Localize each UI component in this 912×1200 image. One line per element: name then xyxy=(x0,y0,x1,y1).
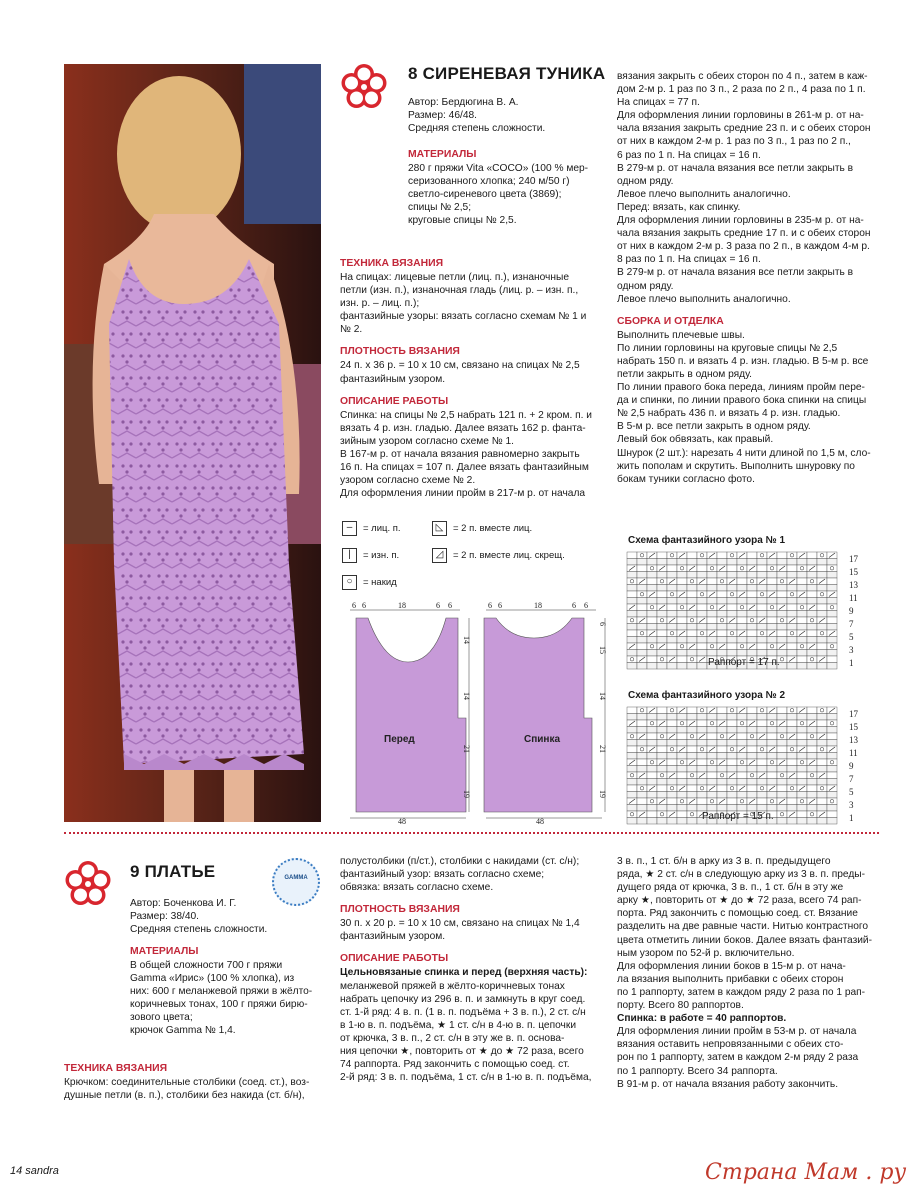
dim-top: 6 xyxy=(498,601,502,610)
dim-top: 6 xyxy=(362,601,366,610)
article8-technique-line: № 2. xyxy=(340,324,363,336)
row-number: 15 xyxy=(849,567,858,577)
text-line: дущего ряда от крючка, 3 в. п., 1 ст. б/н в эту же xyxy=(617,882,844,894)
article9-author: Автор: Боченкова И. Г. xyxy=(130,898,237,909)
dim-side: 21 xyxy=(462,745,471,753)
article8-work-line: вязать 4 р. изн. гладью. Далее вязать 162 р. фанта- xyxy=(340,422,586,434)
text-line: душные петли (в. п.), столбики без накида (ст. б/н), xyxy=(64,1090,305,1102)
text-line: ния цепочки ★, повторить от ★ до ★ 72 раза, всего xyxy=(340,1046,584,1058)
row-number: 7 xyxy=(849,774,854,784)
text-line: 8 раз по 1 п. На спицах = 16 п. xyxy=(617,254,761,266)
article8-work-line: зийным узором согласно схеме № 1. xyxy=(340,435,515,447)
article9-density-heading: ПЛОТНОСТЬ ВЯЗАНИЯ xyxy=(340,904,460,916)
article9-difficulty: Средняя степень сложности. xyxy=(130,924,268,935)
article9-technique-heading: ТЕХНИКА ВЯЗАНИЯ xyxy=(64,1063,168,1074)
text-line: чала вязания закрыть средние 17 п. и с обеих сторон xyxy=(617,228,871,240)
dim-top: 18 xyxy=(534,601,542,610)
legend-item xyxy=(432,548,607,563)
article8-materials-line: светло-сиреневого цвета (3869); xyxy=(408,189,562,201)
article8-materials-line: спицы № 2,5; xyxy=(408,202,472,214)
text-line: вязания закрыть с обеих сторон по 4 п., затем в каж- xyxy=(617,71,868,82)
legend-symbol: ○ xyxy=(342,575,357,590)
dim-side: 15 xyxy=(598,646,607,654)
text-line: Выполнить плечевые швы. xyxy=(617,329,745,341)
row-number: 13 xyxy=(849,580,858,590)
text-line: На спицах = 77 п. xyxy=(617,97,700,109)
article9-title: 9 ПЛАТЬЕ xyxy=(130,862,216,881)
tunic-photo-illustration xyxy=(64,64,321,822)
article8-technique-line: петли (изн. п.), изнаночная гладь (лиц. р. – изн. п., xyxy=(340,285,579,297)
text-line: от крючка, 3 в. п., 2 ст. с/н в эту же в. п. основа- xyxy=(340,1032,565,1044)
text-line: петли закрыть в одном ряду. xyxy=(617,368,753,380)
schema1-title: Схема фантазийного узора № 1 xyxy=(628,535,786,546)
article8-size: Размер: 46/48. xyxy=(408,110,477,121)
article8-materials-line: круговые спицы № 2,5. xyxy=(408,215,517,227)
garment-pattern-diagram xyxy=(340,600,620,825)
legend-label: = 2 п. вместе лиц. xyxy=(453,523,533,535)
text-line: Левое плечо выполнить аналогично. xyxy=(617,188,791,200)
article8-author: Автор: Бердюгина В. А. xyxy=(408,97,519,108)
text-line: Перед: вязать, как спинку. xyxy=(617,201,741,213)
dim-bottom: 48 xyxy=(398,817,406,825)
article9-size: Размер: 38/40. xyxy=(130,911,199,922)
dim-top: 6 xyxy=(572,601,576,610)
row-number: 9 xyxy=(849,761,854,771)
article8-density-heading: ПЛОТНОСТЬ ВЯЗАНИЯ xyxy=(340,346,460,358)
text-line: обвязка: вязать согласно схеме. xyxy=(340,882,494,894)
text-line: ла вязания выполнить прибавки с обеих сторон xyxy=(617,973,844,985)
article8-technique-line: На спицах: лицевые петли (лиц. п.), изнаночные xyxy=(340,272,569,283)
article8-work-line: узором согласно схеме № 2. xyxy=(340,475,476,487)
article8-work-line: Спинка: на спицы № 2,5 набрать 121 п. + 2 кром. п. и xyxy=(340,409,593,421)
badge-text: GAMMA xyxy=(284,875,308,881)
article8-density-line: фантазийным узором. xyxy=(340,373,446,385)
row-number: 1 xyxy=(849,813,854,823)
dim-bottom: 48 xyxy=(536,817,544,825)
row-number: 7 xyxy=(849,619,854,629)
text-line: 3 в. п., 1 ст. б/н в арку из 3 в. п. предыдущего xyxy=(617,856,831,867)
text-line: фантазийный узор: вязать согласно схеме; xyxy=(340,869,545,881)
dim-side: 6 xyxy=(598,622,607,626)
legend-symbol: ◿ xyxy=(432,548,447,563)
legend-label: = лиц. п. xyxy=(363,523,401,535)
legend-label: = 2 п. вместе лиц. скрещ. xyxy=(453,550,565,562)
text-line: 2-й ряд: 3 в. п. подъёма, 1 ст. с/н в 1-ю в. п. подъёма, xyxy=(340,1072,592,1084)
dim-side: 19 xyxy=(598,790,607,798)
article8-technique-line: фантазийные узоры: вязать согласно схемам № 1 и xyxy=(340,311,587,323)
article8-materials-line: серизованного хлопка; 240 м/50 г) xyxy=(408,176,570,188)
row-number: 11 xyxy=(849,748,858,758)
article8-technique-heading: ТЕХНИКА ВЯЗАНИЯ xyxy=(340,258,444,269)
text-line: Gamma «Ирис» (100 % хлопка), из xyxy=(130,973,295,985)
text-line: В 279-м р. от начала вязания все петли закрыть в xyxy=(617,162,854,174)
row-number: 17 xyxy=(849,709,858,719)
text-line: чала вязания закрыть средние 23 п. и с обеих сторон xyxy=(617,123,871,135)
text-line: Для оформления линии горловины в 235-м р. от на- xyxy=(617,215,864,227)
legend-item xyxy=(342,575,452,590)
text-line: рон по 1 раппорту, затем в каждом 2-м ряду 2 раза xyxy=(617,1052,859,1064)
article8-assembly-heading: СБОРКА И ОТДЕЛКА xyxy=(617,315,724,327)
row-number: 3 xyxy=(849,800,854,810)
text-line: Спинка: в работе = 40 раппортов. xyxy=(617,1013,787,1025)
text-line: цвета отметить линии боков. Далее вязать фантазий- xyxy=(617,934,873,946)
text-line: ным узором по 52-й р. включительно. xyxy=(617,947,795,959)
row-number: 11 xyxy=(849,593,858,603)
article8-technique-line: изн. р. – лиц. п.); xyxy=(340,298,420,310)
row-number: 1 xyxy=(849,658,854,668)
model-photo xyxy=(64,64,321,822)
row-number: 9 xyxy=(849,606,854,616)
schema1-grid xyxy=(625,550,865,670)
article8-difficulty: Средняя степень сложности. xyxy=(408,123,546,134)
text-line: ряда, ★ 2 ст. с/н в следующую арку из 3 в. п. преды- xyxy=(617,869,865,881)
page-number: 14 sandra xyxy=(10,1165,59,1177)
text-line: зового цвета; xyxy=(130,1012,193,1024)
legend-symbol: ◺ xyxy=(432,521,447,536)
article9-work-heading: ОПИСАНИЕ РАБОТЫ xyxy=(340,953,449,965)
text-line: В общей сложности 700 г пряжи xyxy=(130,960,283,971)
text-line: В 91-м р. от начала вязания работу закончить. xyxy=(617,1078,839,1090)
article8-title: 8 СИРЕНЕВАЯ ТУНИКА xyxy=(408,64,606,83)
back-label: Спинка xyxy=(524,734,561,745)
flower-icon xyxy=(340,63,388,111)
text-line: одном ряду. xyxy=(617,280,674,292)
dim-top: 18 xyxy=(398,601,406,610)
text-line: крючок Gamma № 1,4. xyxy=(130,1025,236,1037)
row-number: 5 xyxy=(849,787,854,797)
text-line: полустолбики (п/ст.), столбики с накидами (ст. с/н); xyxy=(340,856,580,867)
dim-top: 6 xyxy=(584,601,588,610)
legend-symbol: | xyxy=(342,548,357,563)
text-line: Цельновязаные спинка и перед (верхняя часть): xyxy=(340,967,588,979)
article8-work-line: В 167-м р. от начала вязания равномерно закрыть xyxy=(340,448,580,460)
text-line: Для оформления линии боков в 15-м р. от нача- xyxy=(617,960,846,972)
dim-side: 14 xyxy=(598,692,607,700)
text-line: В 5-м р. все петли закрыть в одном ряду. xyxy=(617,421,811,433)
text-line: В 279-м р. от начала вязания все петли закрыть в xyxy=(617,267,854,279)
text-line: арку ★, повторить от ★ до ★ 72 раза, всего 74 рап- xyxy=(617,895,862,907)
text-line: порта. Ряд закончить с помощью соед. ст. Вязание xyxy=(617,908,858,920)
dim-side: 19 xyxy=(462,790,471,798)
article8-work-heading: ОПИСАНИЕ РАБОТЫ xyxy=(340,395,449,407)
row-number: 3 xyxy=(849,645,854,655)
article8-work-line: Для оформления линии пройм в 217-м р. от начала xyxy=(340,488,586,500)
section-divider xyxy=(64,832,879,834)
text-line: вязания оставить непровязанными с обеих сто- xyxy=(617,1039,844,1051)
text-line: Для оформления линии пройм в 53-м р. от начала xyxy=(617,1026,857,1038)
front-label: Перед xyxy=(384,734,415,745)
text-line: ст. 1-й ряд: 4 в. п. (1 в. п. подъёма + 3 в. п.), 2 ст. с/н xyxy=(340,1006,586,1018)
text-line: 30 п. х 20 р. = 10 х 10 см, связано на спицах № 1,4 xyxy=(340,918,580,930)
schema2-grid xyxy=(625,705,865,825)
row-number: 5 xyxy=(849,632,854,642)
dim-side: 21 xyxy=(598,745,607,753)
flower-icon xyxy=(64,860,112,908)
text-line: да и спинки, по линии правого бока спинки на спицы xyxy=(617,395,867,407)
text-line: Шнурок (2 шт.): нарезать 4 нити длиной по 1,5 м, сло- xyxy=(617,447,871,459)
text-line: жить пополам и скрутить. Выполнить шнуровку по xyxy=(617,460,855,472)
text-line: Крючком: соединительные столбики (соед. ст.), воз- xyxy=(64,1077,310,1088)
text-line: от них в каждом 2-м р. 1 раз по 3 п., 1 раз по 2 п., xyxy=(617,136,851,148)
row-number: 17 xyxy=(849,554,858,564)
dim-top: 6 xyxy=(488,601,492,610)
text-line: одном ряду. xyxy=(617,175,674,187)
text-line: от них в каждом 2-м р. 3 раза по 2 п., в каждом 4-м р. xyxy=(617,241,870,253)
text-line: по 1 раппорту. Всего 34 раппорта. xyxy=(617,1065,778,1077)
row-number: 13 xyxy=(849,735,858,745)
article8-materials-heading: МАТЕРИАЛЫ xyxy=(408,149,477,160)
article8-work-line: 16 п. На спицах = 107 п. Далее вязать фантазийным xyxy=(340,462,589,474)
text-line: фантазийным узором. xyxy=(340,931,446,943)
text-line: коричневых тонах, 100 г пряжи бирю- xyxy=(130,999,308,1011)
text-line: них: 600 г меланжевой пряжи в жёлто- xyxy=(130,986,313,998)
schema2-title: Схема фантазийного узора № 2 xyxy=(628,690,786,701)
text-line: разделить на две равные части. Нитью контрастного xyxy=(617,921,869,933)
text-line: Для оформления линии горловины в 261-м р. от на- xyxy=(617,110,864,122)
dim-top: 6 xyxy=(448,601,452,610)
schema1-rapport: Раппорт = 17 п. xyxy=(708,657,780,668)
article9-materials-heading: МАТЕРИАЛЫ xyxy=(130,946,199,957)
legend-symbol: – xyxy=(342,521,357,536)
text-line: дом 2-м р. 1 раз по 3 п., 2 раза по 2 п., 4 раза по 1 п. xyxy=(617,84,866,96)
text-line: По линии правого бока переда, линиям пройм пере- xyxy=(617,382,865,394)
legend-label: = изн. п. xyxy=(363,550,400,562)
dim-side: 14 xyxy=(462,692,471,700)
text-line: 6 раз по 1 п. На спицах = 16 п. xyxy=(617,149,761,161)
text-line: меланжевой пряжей в жёлто-коричневых тонах xyxy=(340,980,565,992)
article8-density-line: 24 п. х 36 р. = 10 х 10 см, связано на спицах № 2,5 xyxy=(340,360,580,372)
row-number: 15 xyxy=(849,722,858,732)
article8-right-column xyxy=(617,70,877,486)
watermark: Страна Мам . ру xyxy=(705,1160,907,1185)
text-line: бокам туники согласно фото. xyxy=(617,473,755,485)
text-line: По линии горловины на круговые спицы № 2,5 xyxy=(617,342,838,354)
text-line: порту. Всего 80 раппортов. xyxy=(617,1000,744,1012)
schema2-rapport: Раппорт = 15 п. xyxy=(702,811,774,822)
text-line: по 1 раппорту, затем в каждом ряду 2 раза по 1 рап- xyxy=(617,986,866,998)
dim-side: 14 xyxy=(462,636,471,644)
article8-materials-line: 280 г пряжи Vita «COCO» (100 % мер- xyxy=(408,163,589,174)
text-line: Левое плечо выполнить аналогично. xyxy=(617,293,791,305)
legend-item xyxy=(432,521,602,536)
dim-top: 6 xyxy=(436,601,440,610)
text-line: № 2,5 набрать 436 п. и вязать 4 р. изн. гладью. xyxy=(617,408,841,420)
text-line: Левый бок обвязать, как правый. xyxy=(617,434,774,446)
dim-top: 6 xyxy=(352,601,356,610)
text-line: набрать 150 п. и вязать 4 р. изн. гладью. В 5-м р. все xyxy=(617,355,869,367)
legend-label: = накид xyxy=(363,577,397,589)
text-line: в 1-ю в. п. подъёма, ★ 1 ст. с/н в 4-ю в. п. цепочки xyxy=(340,1019,577,1031)
text-line: 74 раппорта. Ряд закончить с помощью соед. ст. xyxy=(340,1059,570,1071)
text-line: набрать цепочку из 296 в. п. и замкнуть в круг соед. xyxy=(340,993,586,1005)
